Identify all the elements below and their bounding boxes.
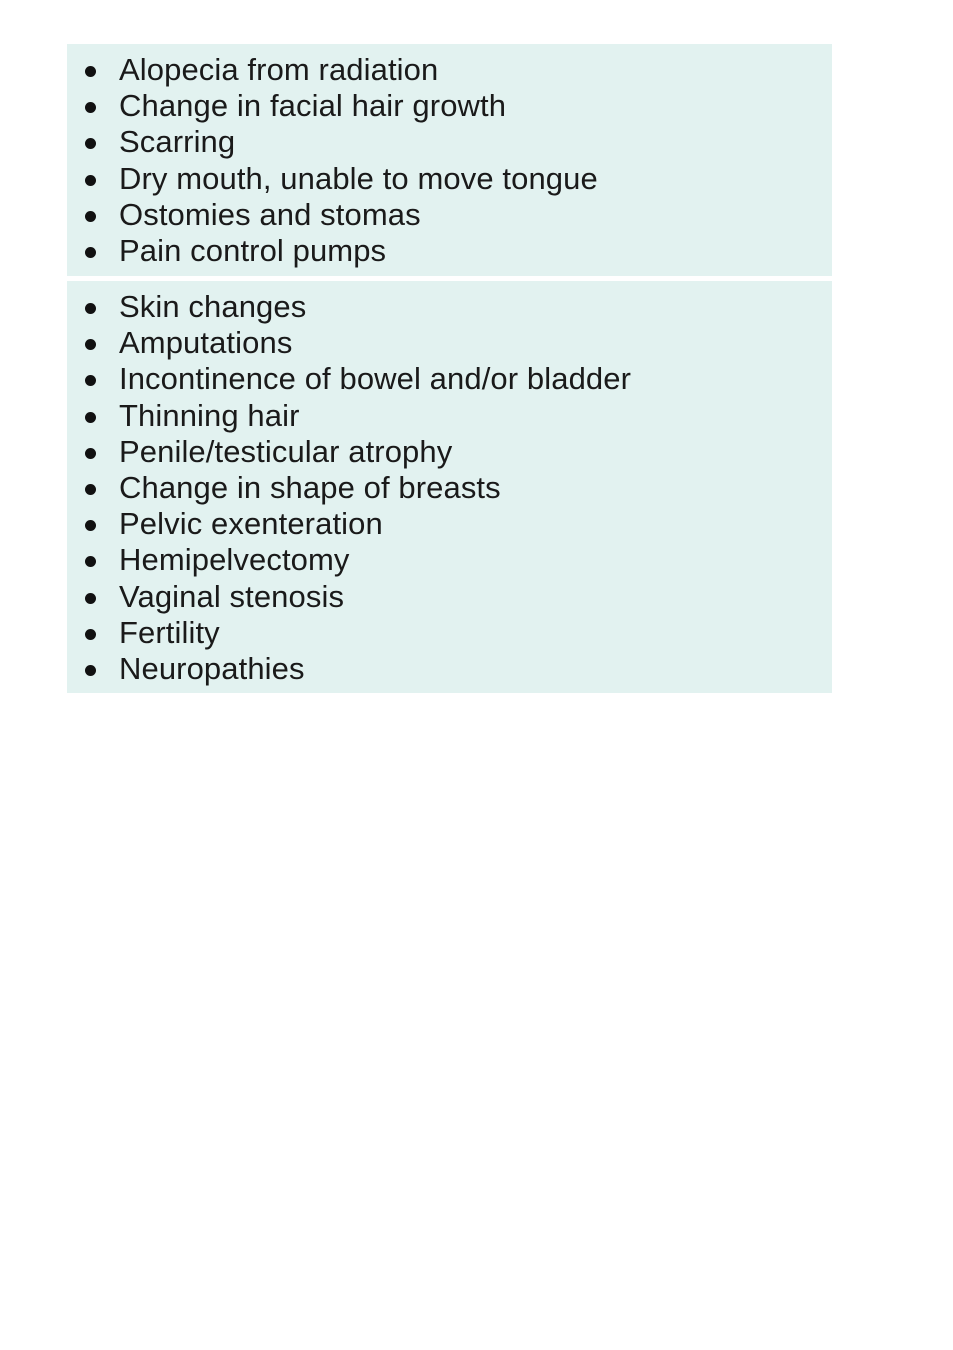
bullet-icon — [85, 303, 96, 314]
list-item-text: Vaginal stenosis — [119, 578, 345, 614]
bullet-icon — [85, 629, 96, 640]
list-item-text: Incontinence of bowel and/or bladder — [119, 361, 632, 397]
bullet-icon — [85, 520, 96, 531]
list-item-text: Ostomies and stomas — [119, 196, 421, 232]
list-item-text: Pain control pumps — [119, 232, 387, 268]
list-item — [67, 161, 832, 197]
list-item — [67, 289, 832, 325]
bullet-icon — [85, 138, 96, 149]
bullet-icon — [85, 175, 96, 186]
bullet-list-2 — [67, 289, 832, 687]
bullet-icon — [85, 556, 96, 567]
list-item — [67, 398, 832, 434]
bullet-icon — [85, 66, 96, 77]
list-item-text: Penile/testicular atrophy — [119, 433, 453, 469]
list-item-text: Change in facial hair growth — [119, 88, 507, 124]
list-item — [67, 52, 832, 88]
bullet-panel-1 — [67, 44, 832, 276]
bullet-icon — [85, 102, 96, 113]
list-item-text: Fertility — [119, 614, 220, 650]
list-item — [67, 542, 832, 578]
list-item — [67, 506, 832, 542]
list-item — [67, 615, 832, 651]
bullet-icon — [85, 375, 96, 386]
list-item — [67, 88, 832, 124]
list-item-text: Pelvic exenteration — [119, 506, 383, 542]
bullet-panel-2 — [67, 281, 832, 693]
list-item — [67, 233, 832, 269]
list-item-text: Alopecia from radiation — [119, 52, 439, 87]
list-item — [67, 470, 832, 506]
list-item — [67, 651, 832, 687]
bullet-list-1 — [67, 52, 832, 269]
bullet-icon — [85, 448, 96, 459]
bullet-icon — [85, 665, 96, 676]
bullet-icon — [85, 484, 96, 495]
list-item-text: Neuropathies — [119, 650, 305, 686]
bullet-icon — [85, 211, 96, 222]
list-item — [67, 325, 832, 361]
bullet-icon — [85, 593, 96, 604]
bullet-icon — [85, 412, 96, 423]
list-item-text: Thinning hair — [119, 397, 300, 433]
list-item — [67, 434, 832, 470]
bullet-icon — [85, 339, 96, 350]
list-item — [67, 197, 832, 233]
list-item-text: Hemipelvectomy — [119, 542, 350, 578]
bullet-icon — [85, 247, 96, 258]
list-item-text: Scarring — [119, 124, 236, 160]
list-item — [67, 361, 832, 397]
list-item-text: Dry mouth, unable to move tongue — [119, 160, 598, 196]
list-item-text: Skin changes — [119, 289, 307, 324]
list-item-text: Change in shape of breasts — [119, 469, 501, 505]
list-item — [67, 579, 832, 615]
list-item — [67, 124, 832, 160]
list-item-text: Amputations — [119, 325, 293, 361]
